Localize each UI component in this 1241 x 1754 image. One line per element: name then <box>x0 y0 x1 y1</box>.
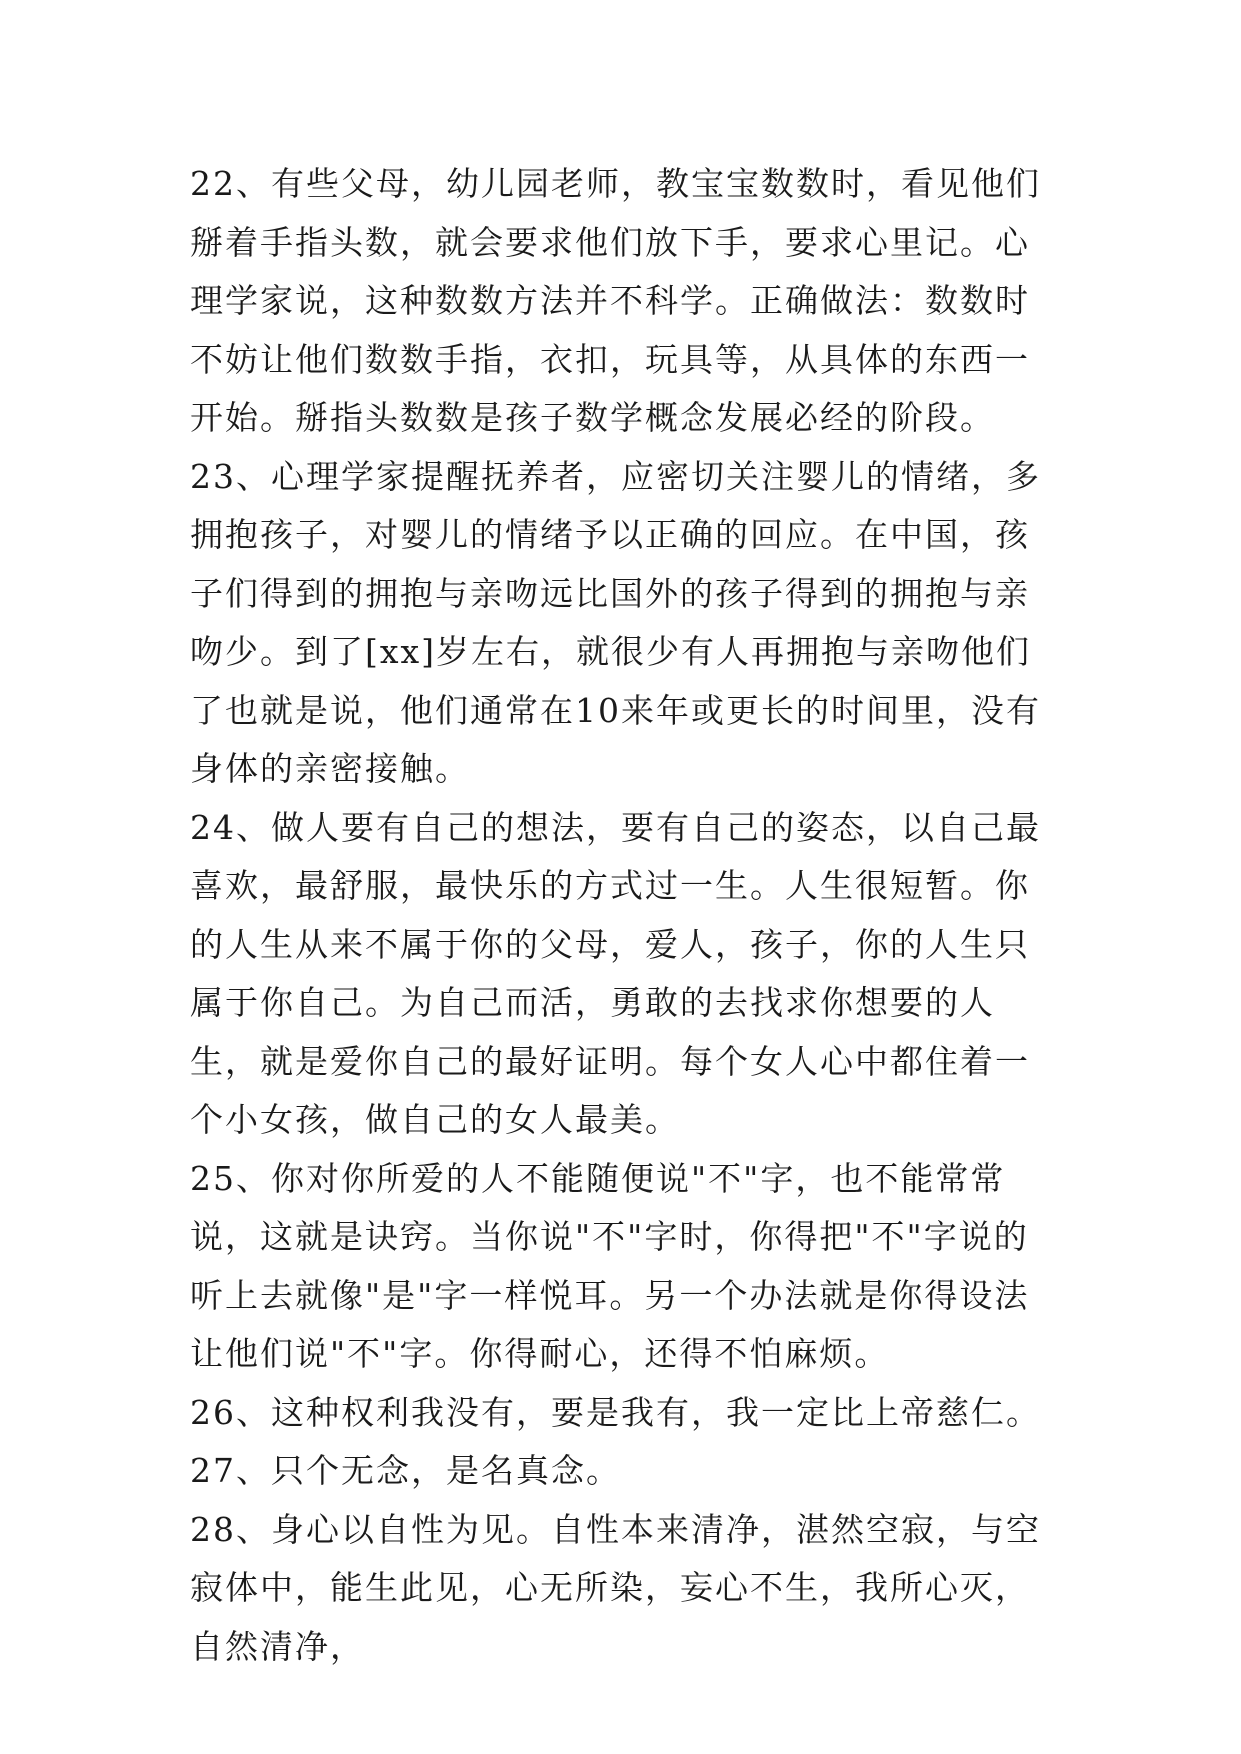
paragraph-22: 22、有些父母，幼儿园老师，教宝宝数数时，看见他们掰着手指头数，就会要求他们放下手，要求心里记。心理学家说，这种数数方法并不科学。正确做法：数数时不妨让他们数数手指，衣扣，玩具等，从具体的东西一开始。掰指头数数是孩子数学概念发展必经的阶段。 <box>190 164 1041 437</box>
paragraph-23: 23、心理学家提醒抚养者，应密切关注婴儿的情绪，多拥抱孩子，对婴儿的情绪予以正确的回应。在中国，孩子们得到的拥抱与亲吻远比国外的孩子得到的拥抱与亲吻少。到了[xx]岁左右，就很少有人再拥抱与亲吻他们了也就是说，他们通常在10来年或更长的时间里，没有身体的亲密接触。 <box>190 456 1041 788</box>
paragraph-24: 24、做人要有自己的想法，要有自己的姿态，以自己最喜欢，最舒服，最快乐的方式过一生。人生很短暂。你的人生从来不属于你的父母，爱人，孩子，你的人生只属于你自己。为自己而活，勇敢的去找求你想要的人生，就是爱你自己的最好证明。每个女人心中都住着一个小女孩，做自己的女人最美。 <box>190 807 1041 1139</box>
paragraph-27: 27、只个无念，是名真念。 <box>190 1451 621 1490</box>
paragraph-26: 26、这种权利我没有，要是我有，我一定比上帝慈仁。 <box>190 1392 1041 1432</box>
paragraph-28: 28、身心以自性为见。自性本来清净，湛然空寂，与空寂体中，能生此见，心无所染，妄心不生，我所心灭，自然清净， <box>190 1509 1041 1666</box>
document-body <box>190 155 1060 1676</box>
paragraph-25: 25、你对你所爱的人不能随便说"不"字，也不能常常说，这就是诀窍。当你说"不"字时，你得把"不"字说的听上去就像"是"字一样悦耳。另一个办法就是你得设法让他们说"不"字。你得耐心，还得不怕麻烦。 <box>190 1158 1030 1373</box>
